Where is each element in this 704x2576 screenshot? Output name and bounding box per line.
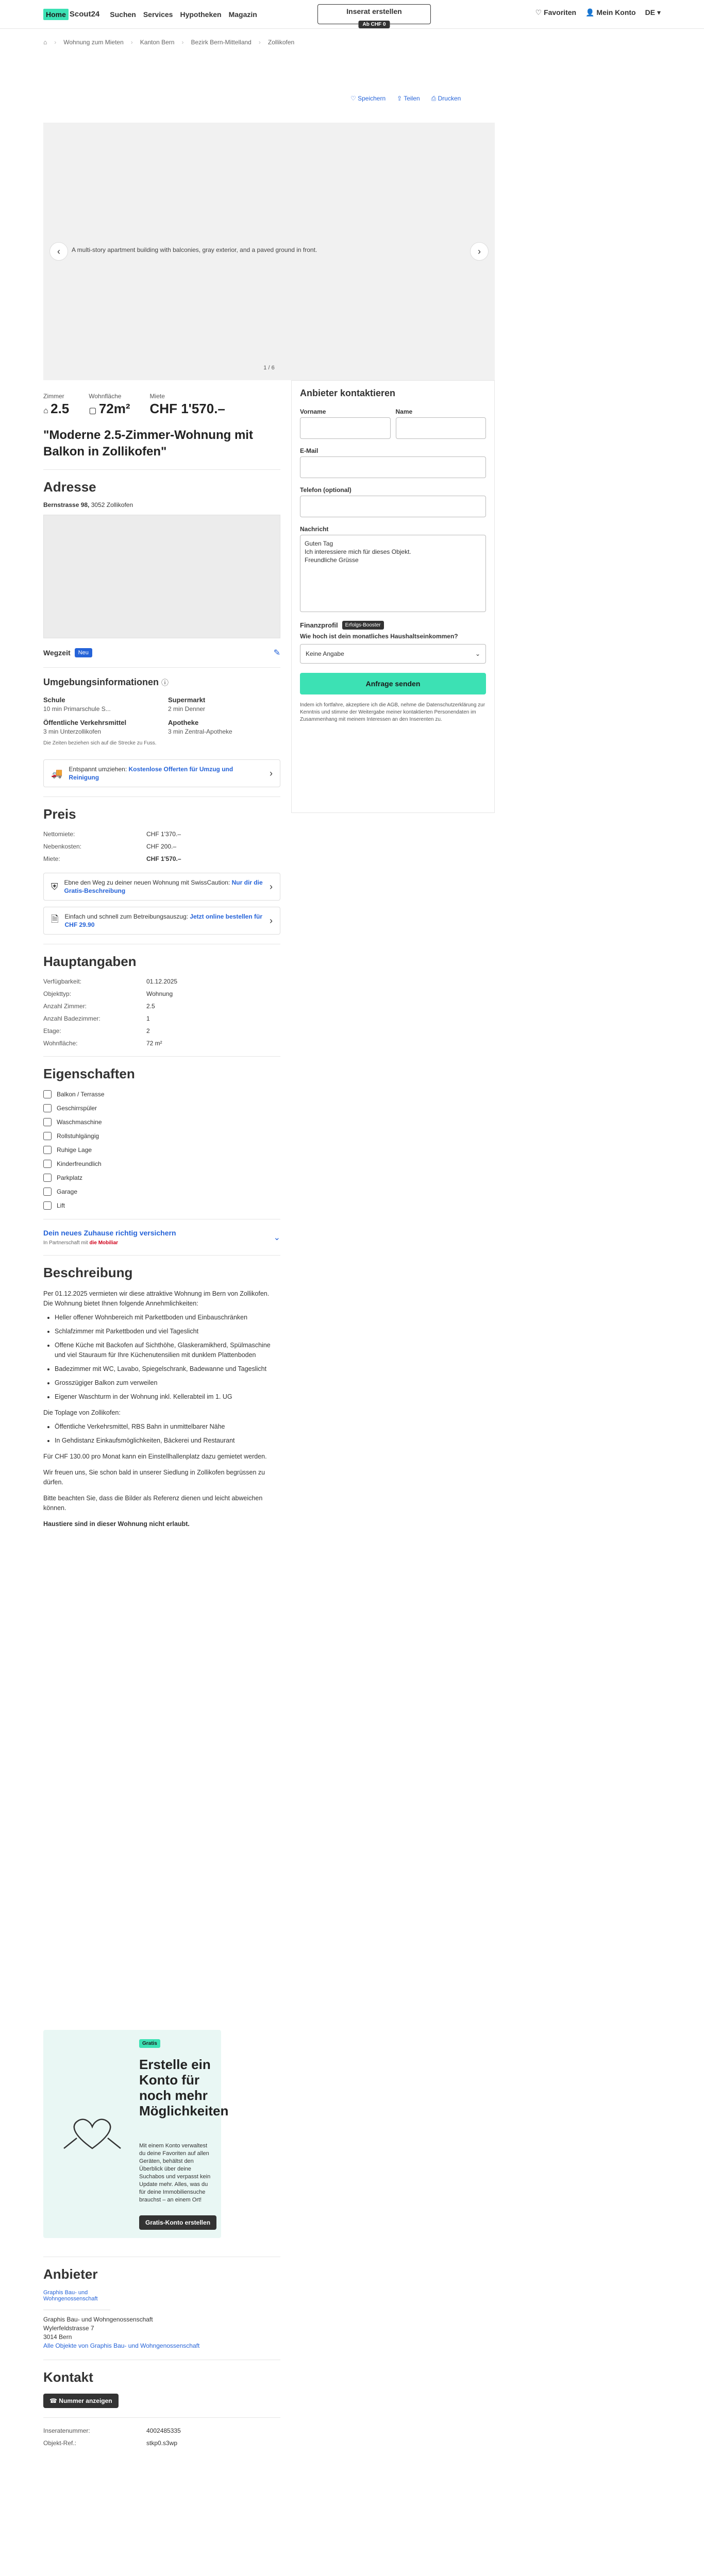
- breadcrumb-item[interactable]: Bezirk Bern-Mittelland: [191, 39, 252, 46]
- listing-actions: [350, 95, 461, 103]
- email-label: E-Mail: [300, 447, 319, 454]
- debt-extract-link[interactable]: Jetzt online bestellen für CHF 29.90: [64, 913, 263, 928]
- nav-services[interactable]: Services: [143, 10, 173, 19]
- elevator-icon: [43, 1201, 52, 1210]
- feature-item: Balkon / Terrasse: [43, 1090, 280, 1098]
- gratis-badge: Gratis: [139, 2039, 160, 2048]
- truck-icon: 🚚: [51, 768, 63, 778]
- insurance-sub: In Partnerschaft mit: [43, 1240, 88, 1246]
- chevron-down-icon: ⌄: [475, 650, 480, 657]
- feature-item: Rollstuhlgängig: [43, 1132, 280, 1140]
- email-input[interactable]: [300, 456, 486, 478]
- main-nav: [110, 10, 257, 19]
- feature-item: Ruhige Lage: [43, 1146, 280, 1154]
- env-transport: Öffentliche Verkehrsmittel 3 min Unterzollikofen: [43, 719, 127, 735]
- legal-notice: Indem ich fortfahre, akzeptiere ich die AGB, nehme die Datenschutzerklärung zur Kenntnis und stimme der Weitergabe meiner kontaktierten Personendaten im Zusammenhang mit meinem Interessen an den Inserenten zu.: [300, 702, 485, 722]
- provider-name: Graphis Bau- und Wohngenossenschaft: [43, 2316, 153, 2323]
- child-icon: [43, 1160, 52, 1168]
- document-icon: 🗎: [51, 914, 59, 924]
- rooms-value: 2.5: [51, 401, 70, 416]
- message-textarea[interactable]: [300, 535, 486, 612]
- finance-profile-label: Finanzprofil: [300, 621, 338, 629]
- location-map[interactable]: [43, 515, 280, 638]
- provider-heading: Anbieter: [43, 2266, 98, 2282]
- feature-item: Garage: [43, 1188, 280, 1196]
- chevron-down-icon[interactable]: ⌄: [273, 1233, 280, 1242]
- nav-magazin[interactable]: Magazin: [228, 10, 257, 19]
- feature-item: Kinderfreundlich: [43, 1160, 280, 1168]
- area-fact: [89, 393, 130, 417]
- parking-icon: [43, 1174, 52, 1182]
- account-promo-title: Erstelle ein Konto für noch mehr Möglichkeiten: [139, 2057, 229, 2119]
- chevron-left-icon: ‹: [57, 246, 60, 257]
- garage-icon: [43, 1188, 52, 1196]
- top-navigation: [0, 0, 704, 29]
- account-link[interactable]: [585, 8, 636, 17]
- listing-title: "Moderne 2.5-Zimmer-Wohnung mit Balkon in Zollikofen": [43, 428, 253, 459]
- breadcrumb: ⌂ › Wohnung zum Mieten › Kanton Bern › Bezirk Bern-Mittelland › Zollikofen: [43, 39, 295, 46]
- create-account-button[interactable]: Gratis-Konto erstellen: [139, 2215, 216, 2230]
- price-heading: Preis: [43, 806, 76, 822]
- provider-section: [43, 2247, 280, 2447]
- city: 3052 Zollikofen: [91, 501, 133, 509]
- feature-item: Parkplatz: [43, 1174, 280, 1182]
- environment-heading: Umgebungsinformationen ⓘ: [43, 677, 169, 687]
- account-promo-text: Mit einem Konto verwaltest du deine Favoriten auf allen Geräten, behältst den Überblick über deine Suchabos und verpasst kein Update mehr. Alles, was du für deine Immobiliensuche brauchst – an einem Ort!: [139, 2143, 211, 2203]
- language-selector[interactable]: DE ▾: [645, 8, 661, 16]
- lastname-label: Name: [395, 408, 413, 415]
- finance-question: Wie hoch ist dein monatliches Haushaltseinkommen?: [300, 633, 458, 640]
- user-icon: 👤: [585, 8, 597, 16]
- contact-form-heading: Anbieter kontaktieren: [300, 388, 396, 398]
- contact-heading: Kontakt: [43, 2369, 93, 2385]
- heart-icon: ♡: [535, 8, 544, 16]
- chevron-right-icon: ›: [270, 915, 273, 926]
- environment-grid: [43, 696, 280, 735]
- image-counter: 1 / 6: [263, 365, 275, 371]
- income-select[interactable]: [300, 644, 486, 664]
- send-request-button[interactable]: Anfrage senden: [300, 673, 486, 694]
- washing-machine-icon: [43, 1118, 52, 1126]
- save-button[interactable]: ♡ Speichern: [350, 95, 386, 102]
- env-school: Schule 10 min Primarschule S...: [43, 696, 111, 713]
- provider-street: Wylerfeldstrasse 7: [43, 2325, 94, 2332]
- save-label: Speichern: [358, 95, 386, 102]
- create-account-promo: [43, 2030, 229, 2238]
- area-value: 72m²: [98, 401, 130, 416]
- rent-fact: [150, 393, 225, 417]
- hands-heart-icon: [54, 2107, 131, 2154]
- new-badge: Neu: [75, 648, 92, 657]
- message-label: Nachricht: [300, 526, 329, 533]
- account-label: Mein Konto: [596, 8, 636, 16]
- nav-suchen[interactable]: Suchen: [110, 10, 136, 19]
- feature-item: Lift: [43, 1201, 280, 1210]
- rooms-label: Zimmer: [43, 393, 64, 400]
- env-supermarket: Supermarkt 2 min Denner: [168, 696, 206, 713]
- swisscaution-link[interactable]: Nur dir die Gratis-Beschreibung: [64, 879, 263, 894]
- wheelchair-icon: [43, 1132, 52, 1140]
- user-actions: [535, 8, 661, 17]
- image-caption: A multi-story apartment building with balconies, gray exterior, and a paved ground in front.: [72, 246, 317, 253]
- key-facts: [43, 392, 280, 1529]
- features-list: [43, 1090, 280, 1210]
- image-gallery[interactable]: [43, 123, 495, 380]
- shield-icon: ⛨: [51, 881, 58, 892]
- price-ribbon: Ab CHF 0: [359, 21, 390, 28]
- breadcrumb-item[interactable]: Kanton Bern: [140, 39, 175, 46]
- create-listing-label: Inserat erstellen: [346, 7, 402, 15]
- chevron-right-icon: ›: [270, 881, 273, 892]
- breadcrumb-item[interactable]: Wohnung zum Mieten: [63, 39, 124, 46]
- moving-offers-link[interactable]: Kostenlose Offerten für Umzug und Reinigung: [69, 766, 233, 781]
- firstname-label: Vorname: [300, 408, 326, 415]
- description-heading: Beschreibung: [43, 1265, 133, 1280]
- debt-extract-promo[interactable]: 🗎 Einfach und schnell zum Betreibungsauszug: Jetzt online bestellen für CHF 29.90 ›: [43, 907, 280, 935]
- income-select-value: Keine Angabe: [306, 650, 344, 657]
- share-label: Teilen: [404, 95, 420, 102]
- description-text: Per 01.12.2025 vermieten wir diese attraktive Wohnung im Bern von Zollikofen. Die Wohnung bietet Ihnen folgende Annehmlichkeiten: • Heller offener Wohnbereich mit Parkettboden und Einbauschränken • Schlafzimmer mit Parkettboden und viel Tageslicht • Offene Küche mit Backofen auf Sichthöhe, Glaskeramikherd, Spülmaschine und viel Stauraum für Ihre Küchenutensilien mit dunklem Plattenboden • Badezimmer mit WC, Lavabo, Spiegelschrank, Badewanne und Tageslicht • Grosszügiger Balkon zum verweilen • Eigener Waschturm in der Wohnung inkl. Kellerabteil im 1. UG Die Toplage von Zollikofen: • Öffentliche Verkehrsmittel, RBS Bahn in unmittelbarer Nähe • In Gehdistanz Einkaufsmöglichkeiten, Bäckerei und Restaurant Für CHF 130.00 pro Monat kann ein Einstellhallenplatz dazu gemietet werden. Wir freuen uns, Sie schon bald in unserer Siedlung in Zollikofen begrüssen zu dürfen. Bitte beachten Sie, dass die Bilder als Referenz dienen und leicht abweichen können. Haustiere sind in dieser Wohnung nicht erlaubt.: [43, 1289, 280, 1529]
- area-icon: ▢: [89, 406, 99, 415]
- phone-label: Telefon (optional): [300, 486, 351, 494]
- route-label: Wegzeit: [43, 649, 71, 657]
- favorites-label: Favoriten: [544, 8, 577, 16]
- swisscaution-promo[interactable]: ⛨ Ebne den Weg zu deiner neuen Wohnung mit SwissCaution: Nur dir die Gratis-Beschreibung ›: [43, 873, 280, 901]
- show-number-button[interactable]: [43, 2394, 119, 2408]
- feature-item: Geschirrspüler: [43, 1104, 280, 1112]
- chevron-right-icon: ›: [270, 768, 273, 778]
- lastname-input[interactable]: [396, 417, 487, 439]
- phone-icon: ☎: [49, 2397, 59, 2404]
- info-icon[interactable]: ⓘ: [161, 679, 169, 687]
- main-facts-heading: Hauptangaben: [43, 954, 137, 969]
- street: Bernstrasse 98,: [43, 501, 90, 509]
- next-image-button[interactable]: [470, 242, 489, 261]
- firstname-input[interactable]: [300, 417, 391, 439]
- provider-logo[interactable]: Graphis Bau- und Wohngenossenschaft: [43, 2290, 110, 2310]
- balcony-icon: [43, 1090, 52, 1098]
- address-heading: Adresse: [43, 479, 96, 495]
- phone-input[interactable]: [300, 496, 486, 517]
- nav-hypotheken[interactable]: Hypotheken: [180, 10, 222, 19]
- check-icon: [43, 1104, 52, 1112]
- logo-text: Scout24: [69, 10, 100, 19]
- success-booster-badge: Erfolgs-Booster: [342, 621, 384, 630]
- rent-value: CHF 1'570.–: [149, 401, 225, 416]
- feature-item: Waschmaschine: [43, 1118, 280, 1126]
- features-heading: Eigenschaften: [43, 1066, 135, 1081]
- area-label: Wohnfläche: [89, 393, 122, 400]
- rooms-fact: [43, 393, 69, 417]
- create-listing-button[interactable]: [317, 4, 431, 27]
- mobiliar-logo: die Mobiliar: [89, 1240, 119, 1246]
- insurance-teaser[interactable]: [43, 1229, 280, 1246]
- provider-all-listings-link[interactable]: Alle Objekte von Graphis Bau- und Wohngenossenschaft: [43, 2342, 200, 2349]
- edit-route-icon[interactable]: ✎: [273, 649, 280, 657]
- insurance-title: Dein neues Zuhause richtig versichern: [43, 1229, 176, 1237]
- env-pharmacy: Apotheke 3 min Zentral-Apotheke: [168, 719, 232, 735]
- show-number-label: Nummer anzeigen: [59, 2397, 112, 2404]
- breadcrumb-item[interactable]: Zollikofen: [267, 39, 295, 46]
- home-icon[interactable]: ⌂: [43, 39, 47, 46]
- print-button[interactable]: ⎙ Drucken: [431, 95, 461, 102]
- contact-form: [291, 380, 495, 813]
- prev-image-button[interactable]: [49, 242, 68, 261]
- rent-label: Miete: [149, 393, 165, 400]
- chevron-right-icon: ›: [478, 246, 481, 257]
- environment-note: Die Zeiten beziehen sich auf die Strecke zu Fuss.: [43, 740, 157, 746]
- language-label: DE: [645, 8, 656, 16]
- main-facts-table: Verfügbarkeit: 01.12.2025 Objekttyp: Wohnung Anzahl Zimmer: 2.5 Anzahl Badezimmer: 1 Etage: 2 Wohnfläche: 72 m²: [43, 978, 178, 1047]
- favorites-link[interactable]: [535, 8, 576, 17]
- listing-ids: Inseratenummer: 4002485335 Objekt-Ref.: stkp0.s3wp: [43, 2427, 181, 2447]
- logo-mark: Home: [43, 9, 69, 20]
- quiet-icon: [43, 1146, 52, 1154]
- logo[interactable]: [43, 8, 99, 21]
- price-table: Nettomiete: CHF 1'370.– Nebenkosten: CHF 200.– Miete: CHF 1'570.–: [43, 831, 181, 862]
- moving-promo[interactable]: 🚚 Entspannt umziehen: Kostenlose Offerten für Umzug und Reinigung ›: [43, 759, 280, 787]
- provider-city: 3014 Bern: [43, 2333, 72, 2341]
- share-button[interactable]: ⇪ Teilen: [397, 95, 420, 102]
- rooms-icon: ⌂: [43, 406, 51, 415]
- print-label: Drucken: [438, 95, 461, 102]
